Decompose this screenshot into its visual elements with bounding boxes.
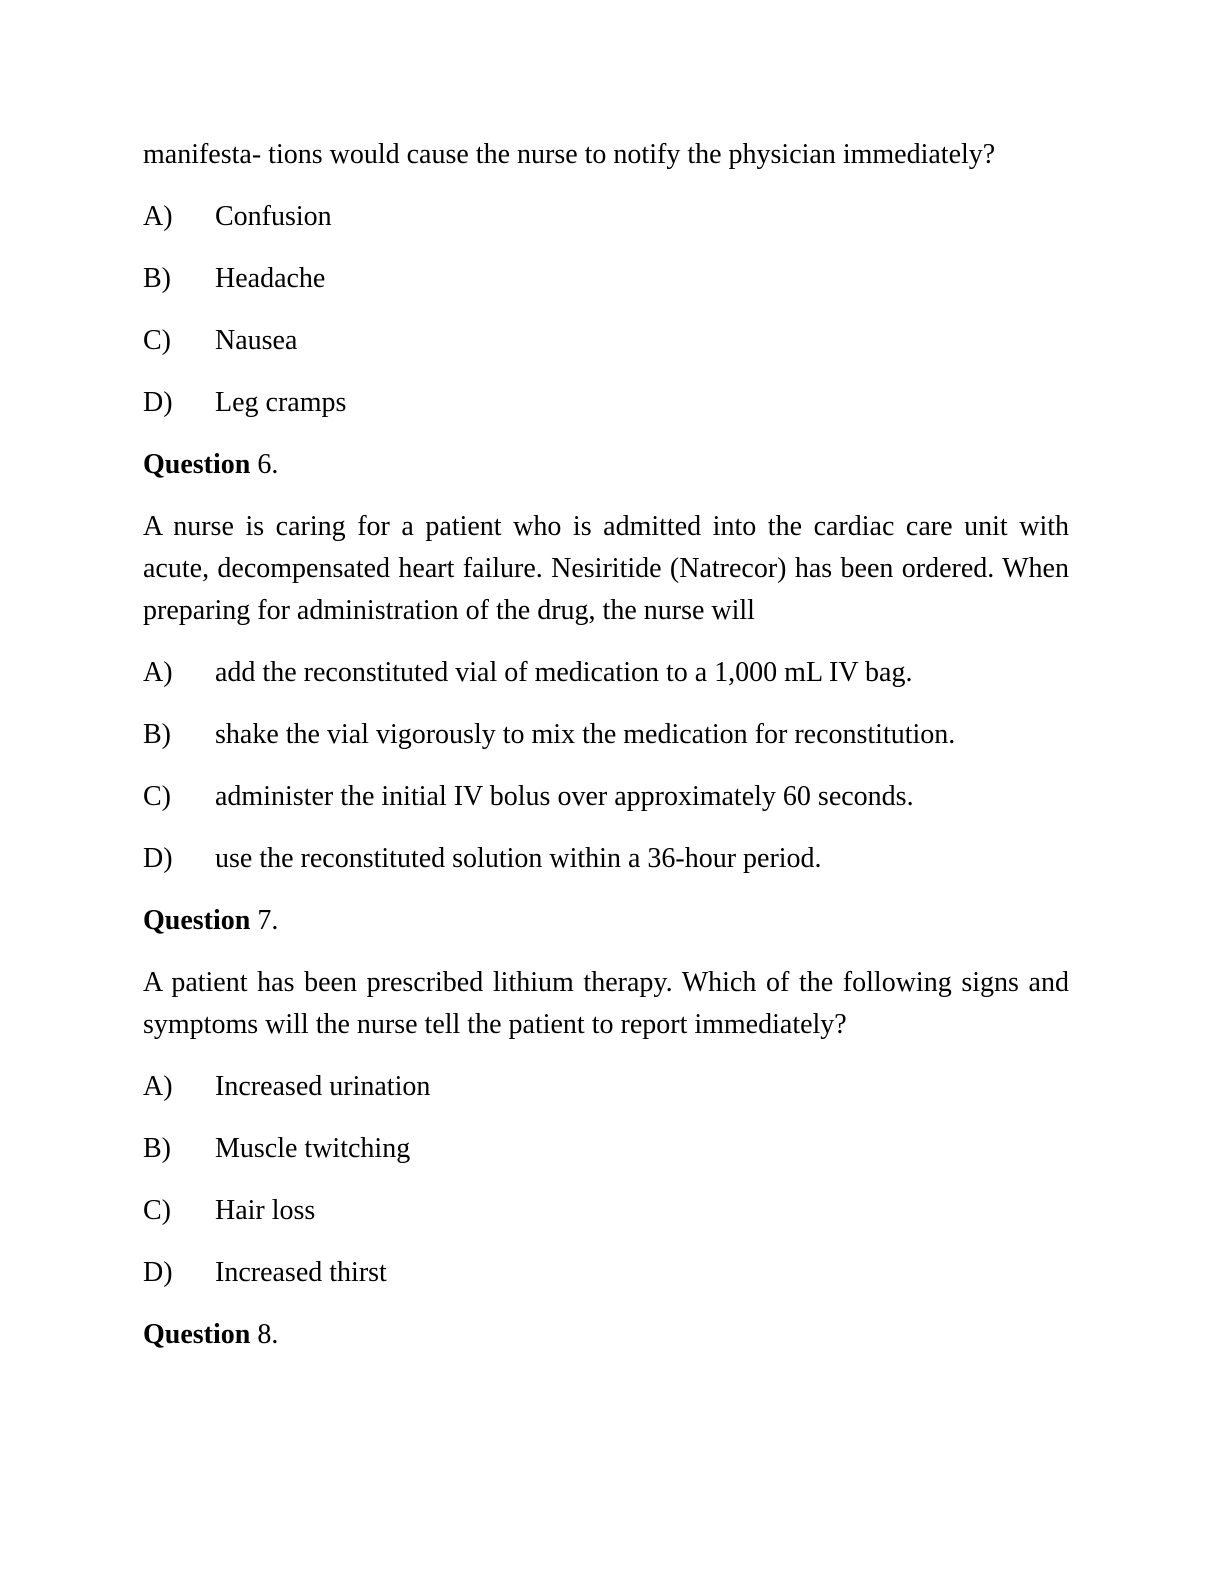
option-label: A) — [143, 657, 173, 688]
question-stem: A nurse is caring for a patient who is admitted into the cardiac care unit with acute, decompensated heart failure. Nesiritide (Natrecor) has been ordered. When preparing for administration of the drug, the nurse will — [143, 511, 1069, 626]
option-text: Leg cramps — [215, 387, 347, 418]
option-label: D) — [143, 1257, 173, 1288]
option-label: A) — [143, 201, 173, 232]
question-heading-number: 6. — [257, 449, 279, 480]
option-text: add the reconstituted vial of medication to a 1,000 mL IV bag. — [215, 657, 913, 688]
answer-option — [143, 1190, 1069, 1232]
question-heading — [143, 900, 1069, 942]
option-text: Confusion — [215, 201, 332, 232]
option-label: C) — [143, 1195, 171, 1226]
option-label: B) — [143, 719, 171, 750]
answer-option — [143, 196, 1069, 238]
option-text: use the reconstituted solution within a 36-hour period. — [215, 843, 822, 874]
option-label: A) — [143, 1071, 173, 1102]
option-label: B) — [143, 1133, 171, 1164]
answer-option — [143, 652, 1069, 694]
answer-option — [143, 776, 1069, 818]
question-heading-number: 8. — [257, 1319, 279, 1350]
question-heading — [143, 444, 1069, 486]
option-text: Increased urination — [215, 1071, 431, 1102]
answer-option — [143, 382, 1069, 424]
answer-option — [143, 714, 1069, 756]
question-stem-fragment: manifesta- tions would cause the nurse to notify the physician immediately? — [143, 139, 996, 170]
option-label: D) — [143, 387, 173, 418]
option-text: administer the initial IV bolus over approximately 60 seconds. — [215, 781, 914, 812]
option-text: Headache — [215, 263, 326, 294]
option-text: shake the vial vigorously to mix the medication for reconstitution. — [215, 719, 956, 750]
question-heading-number: 7. — [257, 905, 279, 936]
option-text: Muscle twitching — [215, 1133, 411, 1164]
answer-option — [143, 1066, 1069, 1108]
option-label: C) — [143, 325, 171, 356]
option-label: C) — [143, 781, 171, 812]
answer-option — [143, 320, 1069, 362]
option-text: Increased thirst — [215, 1257, 387, 1288]
question-heading-word: Question — [143, 1319, 251, 1350]
answer-option — [143, 1252, 1069, 1294]
question-heading — [143, 1314, 1069, 1356]
option-text: Hair loss — [215, 1195, 316, 1226]
question-heading-word: Question — [143, 905, 251, 936]
answer-option — [143, 258, 1069, 300]
option-text: Nausea — [215, 325, 298, 356]
option-label: D) — [143, 843, 173, 874]
answer-option — [143, 1128, 1069, 1170]
question-heading-word: Question — [143, 449, 251, 480]
option-label: B) — [143, 263, 171, 294]
question-stem: A patient has been prescribed lithium therapy. Which of the following signs and symptoms will the nurse tell the patient to report immediately? — [143, 967, 1069, 1040]
answer-option — [143, 838, 1069, 880]
